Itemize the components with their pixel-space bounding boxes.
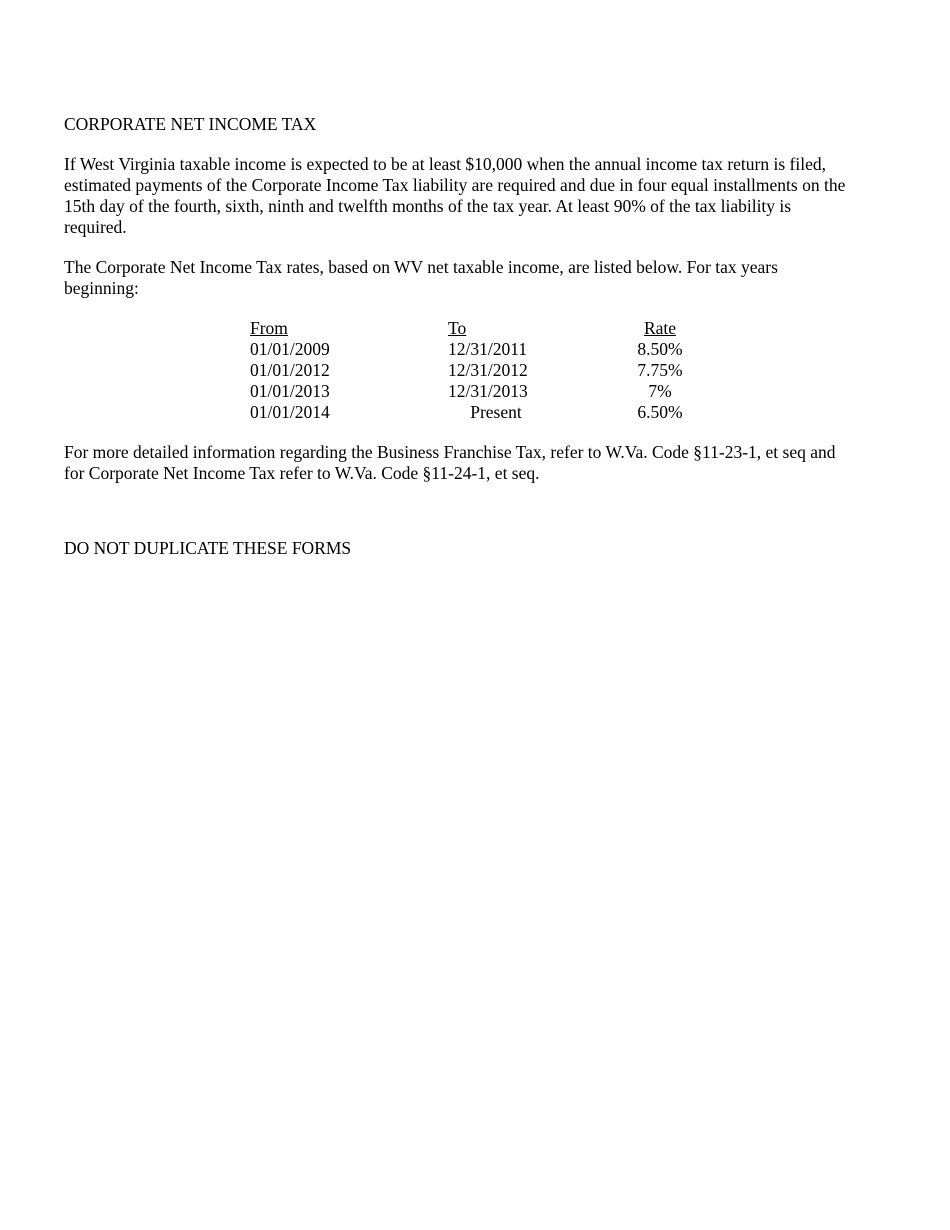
to-header: To bbox=[448, 318, 467, 338]
section-heading: CORPORATE NET INCOME TAX bbox=[64, 114, 317, 134]
do-not-duplicate-notice: DO NOT DUPLICATE THESE FORMS bbox=[64, 538, 352, 558]
rate-header: Rate bbox=[643, 318, 677, 338]
from-cell: 01/01/2013 bbox=[250, 381, 330, 401]
tax-rates-intro-paragraph: The Corporate Net Income Tax rates, based on WV net taxable income, are listed below. For tax years beginning: bbox=[64, 257, 778, 298]
to-column bbox=[448, 318, 548, 423]
tax-rate-table bbox=[64, 318, 854, 428]
rate-cell: 7% bbox=[648, 381, 672, 401]
estimated-payments-paragraph: If West Virginia taxable income is expected to be at least $10,000 when the annual income tax return is filed, estimated payments of the Corporate Income Tax liability are required and due in four equal installments on the 15th day of the fourth, sixth, ninth and twelfth months of the tax year. At least 90% of the tax liability is required. bbox=[64, 154, 846, 237]
rate-cell: 8.50% bbox=[637, 339, 683, 359]
from-cell: 01/01/2014 bbox=[250, 402, 330, 422]
rate-column bbox=[624, 318, 696, 423]
to-cell: 12/31/2012 bbox=[448, 360, 528, 380]
to-cell: 12/31/2011 bbox=[448, 339, 528, 359]
from-header: From bbox=[250, 318, 288, 338]
from-column bbox=[250, 318, 330, 423]
rate-cell: 6.50% bbox=[637, 402, 683, 422]
rate-cell: 7.75% bbox=[637, 360, 683, 380]
from-cell: 01/01/2012 bbox=[250, 360, 330, 380]
code-reference-paragraph: For more detailed information regarding the Business Franchise Tax, refer to W.Va. Code §11-23-1, et seq and for Corporate Net Income Tax refer to W.Va. Code §11-24-1, et seq. bbox=[64, 442, 836, 483]
document-body bbox=[64, 114, 854, 503]
to-cell: 12/31/2013 bbox=[448, 381, 528, 401]
from-cell: 01/01/2009 bbox=[250, 339, 330, 359]
to-cell: Present bbox=[470, 402, 522, 422]
